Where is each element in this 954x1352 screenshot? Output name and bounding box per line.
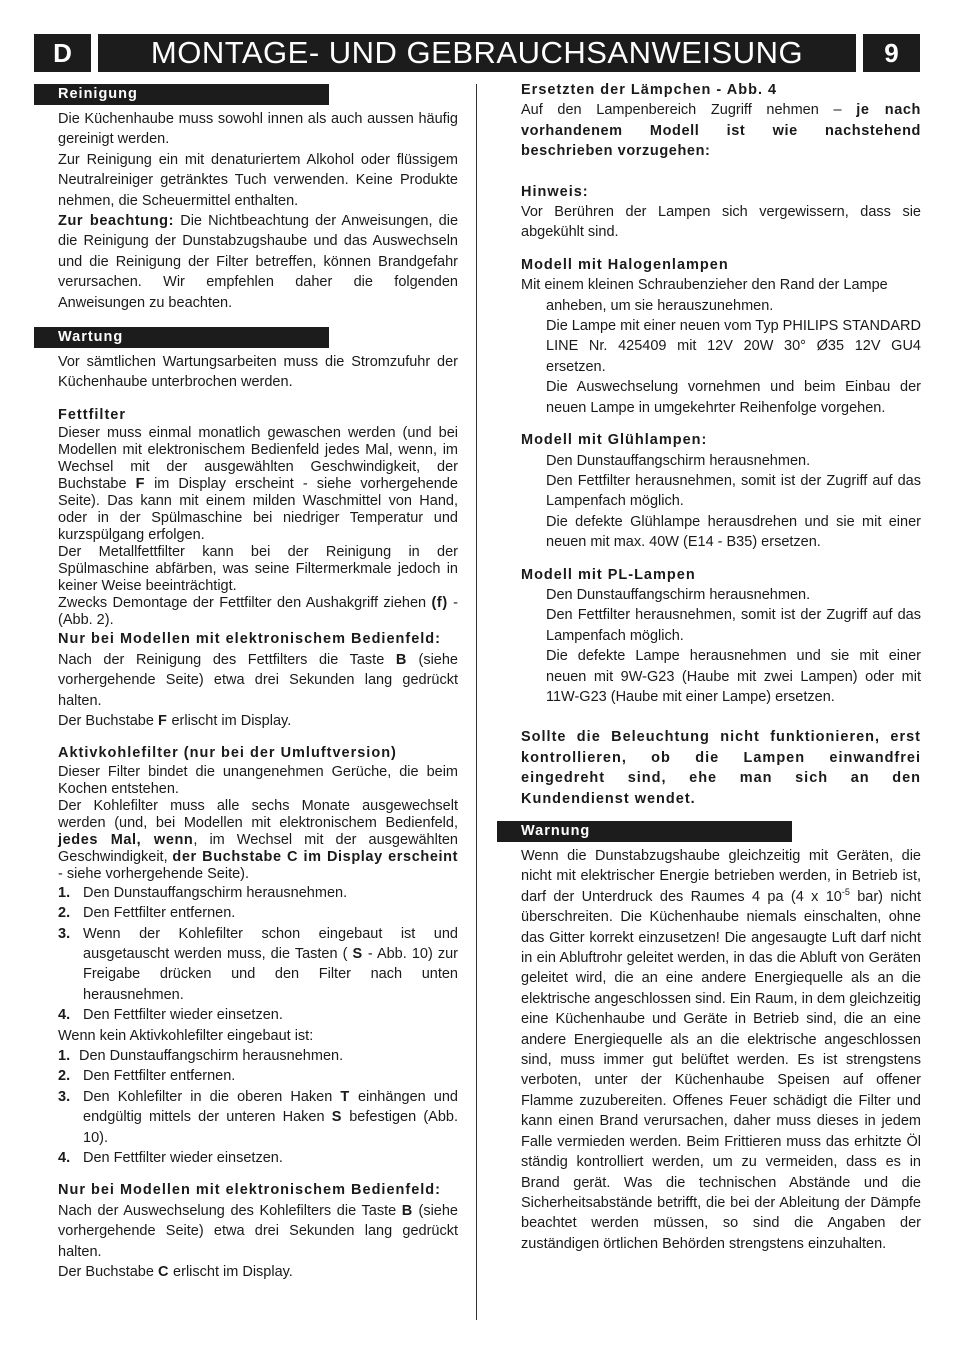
text-span: Wenn der Kohlefilter schon eingebaut ist und ausgetauscht werden muss, die Tasten ( (83, 925, 458, 962)
lampen-heading: Ersetzten der Lämpchen - Abb. 4 (521, 82, 778, 98)
section-heading-wartung: Wartung (34, 327, 329, 348)
list-item (58, 1046, 458, 1066)
column-divider (476, 84, 477, 1320)
hook-t: T (340, 1088, 350, 1105)
fettfilter-heading: Fettfilter (58, 406, 126, 423)
fettfilter-paragraph (58, 595, 458, 629)
text-span: (siehe vorhergehende Seite) etwa drei Sekunden lang gedrückt halten. (58, 651, 458, 709)
list-number: 1. (58, 884, 71, 901)
aktiv-paragraph (58, 798, 458, 883)
gluehlampen-line: Den Dunstauffangschirm herausnehmen. (546, 452, 811, 469)
right-column (497, 80, 921, 1254)
letter-f: F (157, 712, 168, 729)
hook-s: S (331, 1109, 343, 1126)
subheading-elektronisch: Nur bei Modellen mit elektronischem Bedienfeld: (58, 631, 441, 648)
text-span: Der Buchstabe (58, 712, 158, 729)
section-heading-reinigung: Reinigung (34, 84, 329, 105)
letter-c: C (157, 1264, 170, 1281)
fettfilter-paragraph (58, 425, 458, 544)
lampen-section (497, 80, 921, 809)
text-span: einhängen und endgültig mittels der unteren Haken (83, 1088, 458, 1126)
text-span: Auf den Lampenbereich Zugriff nehmen – (521, 102, 857, 119)
text-span: erlischt im Display. (169, 1264, 293, 1281)
pl-line: Die defekte Lampe herausnehmen und sie mit einer neuen mit 9W-G23 (Haube mit zwei Lampen) oder mit 11W-G23 (Haube mit einer Lampe) ersetzen. (546, 648, 921, 705)
key-b: B (395, 651, 407, 668)
text-span: Zwecks Demontage der Fettfilter den Aushakgriff ziehen (58, 595, 432, 612)
halogen-line: Mit einem kleinen Schraubenzieher den Rand der Lampe (521, 277, 888, 294)
list-text (83, 1087, 458, 1148)
pl-line: Den Dunstauffangschirm herausnehmen. (546, 586, 811, 603)
text-span: , im Wechsel mit der ausgewählten Geschwindigkeit, (58, 831, 458, 865)
list-text: Den Fettfilter entfernen. (83, 1068, 236, 1085)
list-item (58, 1087, 458, 1148)
gluehlampen-line: Den Fettfilter herausnehmen, somit ist der Zugriff auf das Lampenfach möglich. (546, 472, 921, 510)
halogen-line: anheben, um sie herauszunehmen. (546, 297, 774, 314)
text-span: - (Abb. 2). (58, 595, 459, 629)
warning-text: Die Nichtbeachtung der Anweisungen, die die Reinigung der Dunstabzugshaube und das Auswechseln und die Reinigung der Filter betreffen, können Brandgefahr verursachen. Wir empfehlen daher die folgenden Anweisungen zu beachten. (58, 213, 459, 311)
list-text: Den Dunstauffangschirm herausnehmen. (79, 1047, 344, 1064)
page-title-text: MONTAGE- UND GEBRAUCHSANWEISUNG (150, 35, 804, 70)
list-number: 2. (58, 1068, 71, 1085)
aktivkohlefilter-heading: Aktivkohlefilter (nur bei der Umluftversion) (58, 745, 397, 762)
list-item (58, 883, 458, 903)
list-text: Den Fettfilter entfernen. (83, 905, 236, 922)
text-span: befestigen (Abb. 10). (83, 1109, 458, 1146)
list-item (58, 1005, 458, 1025)
warnung-paragraph (521, 846, 921, 1254)
aktiv-paragraph: Wenn kein Aktivkohlefilter eingebaut ist: (58, 1027, 314, 1044)
list-text: Den Fettfilter wieder einsetzen. (83, 1007, 283, 1024)
warnung-section (497, 846, 921, 1254)
fettfilter-paragraph: Der Metallfettfilter kann bei der Reinigung in der Spülmaschine abfärben, was seine Filtermerkmale jedoch in keiner Weise beeinträchtigt. (58, 544, 458, 595)
list-number: 3. (58, 925, 71, 942)
pl-line: Den Fettfilter herausnehmen, somit ist der Zugriff auf das Lampenfach möglich. (546, 607, 921, 644)
list-number: 4. (58, 1150, 71, 1166)
aktivkohlefilter-block (58, 764, 458, 883)
list-item (58, 924, 458, 1006)
bold-span: je nach vorhandenem Modell ist wie nachstehend beschrieben vorzugehen: (521, 102, 921, 160)
text-span: - siehe vorhergehende Seite). (58, 865, 250, 882)
key-b: B (401, 1202, 413, 1219)
exponent: -5 (841, 886, 850, 897)
list-number: 4. (58, 1007, 71, 1024)
list-number: 3. (58, 1088, 71, 1105)
left-column (34, 80, 458, 1282)
language-badge (34, 34, 91, 72)
key-s: S (352, 945, 363, 962)
wartung-paragraph: Vor sämtlichen Wartungsarbeiten muss die Stromzufuhr der Küchenhaube unterbrochen werden. (58, 354, 458, 391)
list-item (58, 903, 458, 923)
text-span: Den Kohlefilter in die oberen Haken (83, 1088, 341, 1105)
halogen-line: Die Lampe mit einer neuen vom Typ PHILIPS STANDARD LINE Nr. 425409 mit 12V 20W 30° Ø35 12V GU4 ersetzen. (546, 318, 922, 375)
text-span: Der Buchstabe (58, 1264, 158, 1281)
language-code: D (53, 37, 72, 68)
reinigung-section (34, 109, 458, 313)
pl-heading: Modell mit PL-Lampen (521, 566, 696, 583)
ref-f: (f) (431, 595, 448, 612)
text-span: Nach der Reinigung des Fettfilters die Taste (58, 651, 396, 668)
fettfilter-block (58, 425, 458, 629)
text-span: bar) nicht überschreiten. Die Küchenhaube niemals einschalten, ohne das Gitter korrekt einzusetzen! Die angesaugte Luft darf nicht in ein Abluftrohr geleitet werden, in das die Abluft von Geräten geleitet wird, die an eine andere Energiequelle als an die elektrische angeschlossen sind. Ein Raum, in dem gleichzeitig eine Küchenhaube und Geräte in Betrieb sind, die an eine andere Energiequelle als an die elektrische angeschlossen sind, muss immer gut belüftet werden. Es ist strengstens verboten, unter der Küchenhaube Speisen auf offener Flamme zuzubereiten. Offenes Feuer schädigt die Filter und kann einen Brand verursachen, daher muss dieses in jedem Falle vermieden werden. Beim Frittieren muss das erhitzte Öl ständig kontrolliert werden, um zu vermeiden, dass es in Brand gerät. Was die technischen Abstände und die Sicherheitsabstände betrifft, die bei der Ableitung der Dämpfe beachtet werden müssen, so sind die Angaben der zuständigen örtlichen Behörden strengstens einzuhalten. (521, 888, 921, 1252)
gluehlampen-heading: Modell mit Glühlampen: (521, 432, 708, 449)
hinweis-heading: Hinweis: (521, 183, 589, 200)
aktiv-paragraph (58, 1201, 458, 1262)
text-span: Der Kohlefilter muss alle sechs Monate ausgewechselt werden (und, bei Modellen mit elektronischem Bedienfeld, (58, 797, 458, 831)
list-number: 1. (58, 1047, 71, 1064)
reinigung-warning-paragraph (58, 211, 458, 313)
halogen-heading: Modell mit Halogenlampen (521, 256, 729, 273)
hinweis-paragraph: Vor Berühren der Lampen sich vergewissern, dass sie abgekühlt sind. (521, 204, 921, 241)
fettfilter-paragraph (58, 650, 458, 711)
letter-f: F (135, 476, 146, 493)
list-item (58, 1148, 458, 1168)
fettfilter-paragraph (58, 711, 458, 731)
text-span: - Abb. 10) zur Freigabe drücken und den Filter nach unten herausnehmen. (83, 945, 459, 1003)
aktiv-paragraph (58, 1262, 458, 1282)
warning-label: Zur beachtung: (58, 213, 175, 230)
text-span: Dieser muss einmal monatlich gewaschen werden (und bei Modellen mit elektronischem Bedienfeld jedes Mal, wenn, im Wechsel mit der ausgewählten Geschwindigkeit, der Buchstabe (58, 425, 458, 493)
list-text: Den Dunstauffangschirm herausnehmen. (83, 884, 348, 901)
reinigung-paragraph: Die Küchenhaube muss sowohl innen als auch aussen häufig gereinigt werden. (58, 111, 458, 148)
list-number: 2. (58, 905, 71, 922)
list-text: Den Fettfilter wieder einsetzen. (83, 1150, 283, 1166)
page-number-text: 9 (884, 37, 899, 68)
page-title (98, 34, 856, 72)
text-span: Wenn die Dunstabzugshaube gleichzeitig mit Geräten, die nicht mit elektrischer Energie betrieben werden, in Betrieb ist, darf der Unterdruck des Raumes 4 pa (4 x 10 (521, 848, 921, 905)
wartung-section (34, 352, 458, 1282)
lampen-paragraph (521, 100, 921, 161)
bold-span: jedes Mal, wenn (58, 831, 194, 848)
section-heading-warnung: Warnung (497, 821, 792, 842)
aktiv-paragraph: Dieser Filter bindet die unangenehmen Gerüche, die beim Kochen entstehen. (58, 763, 458, 797)
halogen-line: Die Auswechselung vornehmen und beim Einbau der neuen Lampe in umgekehrter Reihenfolge vorgehen. (546, 379, 921, 416)
bold-span: der Buchstabe C im Display erscheint (172, 848, 458, 865)
text-span: Nach der Auswechselung des Kohlefilters die Taste (58, 1202, 402, 1219)
list-item (58, 1066, 458, 1086)
list-text (83, 924, 458, 1006)
text-span: (siehe vorhergehende Seite) etwa drei Sekunden lang gedrückt halten. (58, 1202, 458, 1260)
page-number (863, 34, 920, 72)
text-span: erlischt im Display. (167, 712, 292, 729)
text-span: im Display erscheint - siehe vorhergehende Seite). Das kann mit einem milden Waschmittel von Hand, oder in der Spülmaschine bei niedriger Temperatur und kurzspülgang erfolgen. (58, 476, 458, 544)
beleuchtung-notice: Sollte die Beleuchtung nicht funktionieren, erst kontrollieren, ob die Lampen einwandfrei eingedreht sind, ehe man sich an den Kundendienst wendet. (521, 729, 921, 807)
subheading-elektronisch: Nur bei Modellen mit elektronischem Bedienfeld: (58, 1182, 441, 1199)
reinigung-paragraph: Zur Reinigung ein mit denaturiertem Alkohol oder flüssigem Neutralreiniger getränktes Tuch verwenden. Keine Produkte nehmen, die Scheuermittel enthalten. (58, 151, 458, 209)
gluehlampen-line: Die defekte Glühlampe herausdrehen und sie mit einer neuen mit max. 40W (E14 - B35) ersetzen. (546, 513, 921, 551)
